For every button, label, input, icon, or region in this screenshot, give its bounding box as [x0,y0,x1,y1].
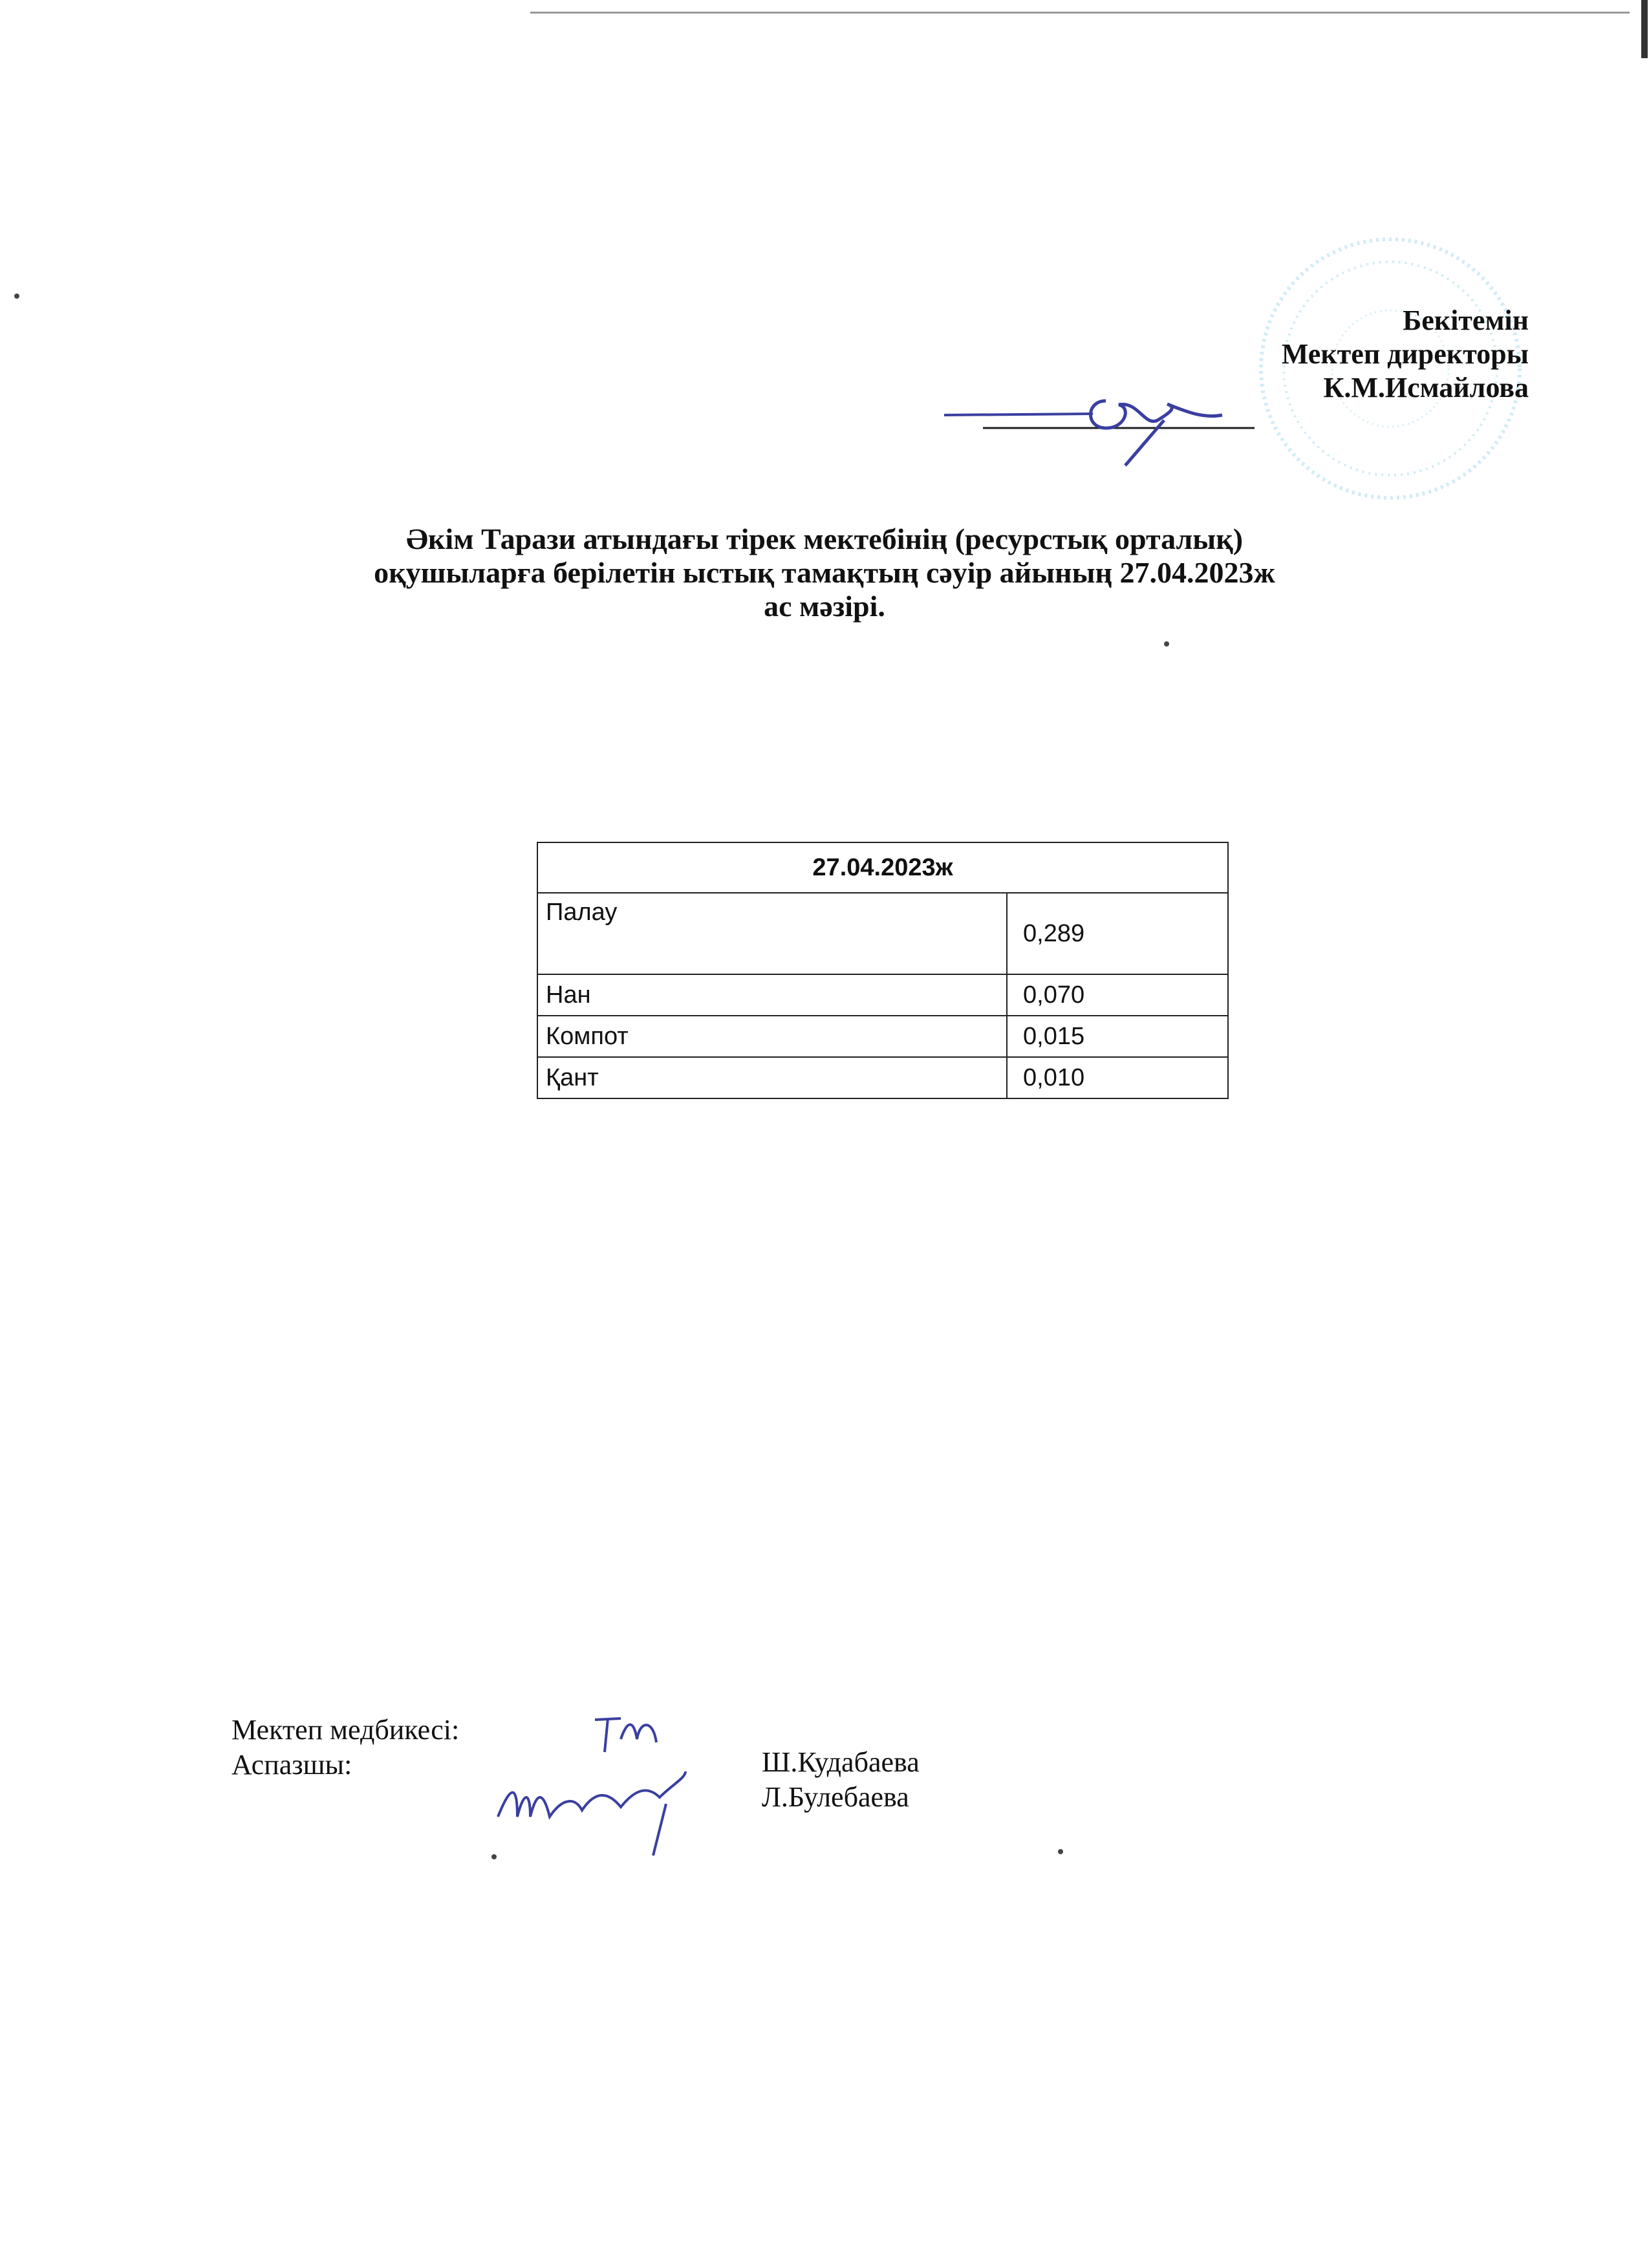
scan-speck [1164,641,1169,647]
nurse-label: Мектеп медбикесі: [232,1714,460,1746]
approval-position: Мектеп директоры [1281,338,1529,370]
title-line-3: ас мәзірі. [764,590,885,623]
menu-table-header: 27.04.2023ж [537,842,1228,893]
menu-item-amount: 0,015 [1007,1016,1228,1057]
cook-name: Л.Булебаева [762,1781,909,1813]
table-row [537,893,1228,974]
cook-signature [491,1765,698,1862]
table-row [537,1016,1228,1057]
menu-item-name: Палау [537,893,1007,974]
menu-item-amount: 0,010 [1007,1057,1228,1098]
approval-heading: Бекітемін [1403,305,1529,336]
title-line-2: оқушыларға берілетін ыстық тамақтың сәуір айының 27.04.2023ж [374,556,1275,589]
approval-director-name: К.М.Исмайлова [1323,372,1529,403]
table-row [537,974,1228,1016]
cook-label: Аспазшы: [232,1749,352,1781]
scan-speck [1058,1849,1063,1854]
nurse-signature [582,1707,679,1759]
menu-table [537,842,1229,1099]
menu-item-name: Нан [537,974,1007,1016]
document-title [194,522,1455,623]
approval-block [1282,304,1529,405]
director-signature [931,381,1267,472]
menu-item-name: Компот [537,1016,1007,1057]
nurse-name: Ш.Кудабаева [762,1746,920,1778]
scan-speck [14,294,19,299]
menu-item-amount: 0,289 [1007,893,1228,974]
menu-item-amount: 0,070 [1007,974,1228,1016]
scan-top-edge-line [530,12,1630,14]
scan-right-edge-mark [1641,0,1648,58]
title-line-1: Әкім Тарази атындағы тірек мектебінің (ресурстық орталық) [405,522,1244,555]
table-row [537,1057,1228,1098]
menu-item-name: Қант [537,1057,1007,1098]
